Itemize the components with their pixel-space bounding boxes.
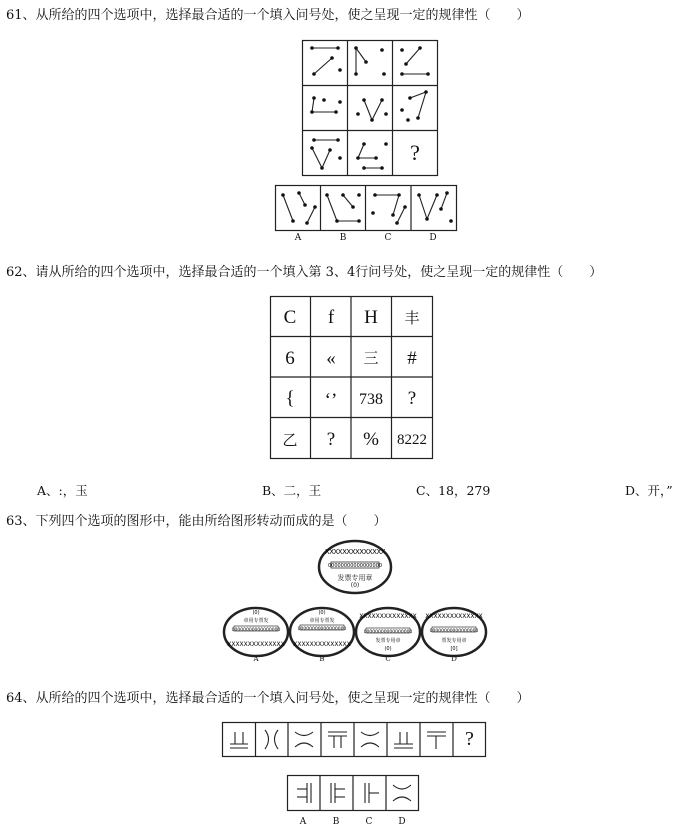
q62-cell-r4c4: 8222 <box>397 432 427 448</box>
svg-text:00000000000000000: 00000000000000000 <box>363 630 413 635</box>
q63-title: 63、下列四个选项的图形中，能由所给图形转动而成的是（ ） <box>6 514 387 529</box>
q62-cell-r3c4: ? <box>407 388 417 409</box>
svg-text:章用专票发: 章用专票发 <box>243 618 269 624</box>
q62-option-b: B、二，王 <box>262 483 322 498</box>
q62-symbol-grid <box>270 296 433 459</box>
q62-cell-r3c1: { <box>285 388 295 409</box>
q63-option-a-label: A <box>253 655 259 663</box>
q62-cell-r1c1: C <box>283 307 297 328</box>
q62-cell-r4c2: ? <box>326 429 336 450</box>
q63-option-b-label: B <box>319 655 325 663</box>
q62-option-c: C、18，279 <box>416 483 491 498</box>
q62-title: 62、请从所给的四个选项中，选择最合适的一个填入第 3、4行问号处，使之呈现一定的规律性（ ） <box>6 265 603 280</box>
q64-options-row <box>287 775 419 811</box>
q63-option-c-label: C <box>385 655 391 663</box>
q62-cell-r1c2: f <box>327 307 335 328</box>
q64-title: 64、从所给的四个选项中，选择最合适的一个填入问号处，使之呈现一定的规律性（ ） <box>6 691 530 706</box>
q62-cell-r2c3: 三 <box>363 349 379 367</box>
svg-text:XXXXXXXXXXXXXX: XXXXXXXXXXXXXX <box>425 613 483 620</box>
q64-option-d-label: D <box>398 817 406 827</box>
q64-option-a-label: A <box>299 817 307 827</box>
q61-option-d-label: D <box>429 233 437 243</box>
svg-text:00000000000000000: 00000000000000000 <box>327 563 383 569</box>
q61-question-mark: ? <box>410 140 420 165</box>
q62-option-a: A、:，玉 <box>37 483 88 498</box>
q62-cell-r3c2: ‘’ <box>324 390 338 411</box>
q61-option-a-label: A <box>294 233 302 243</box>
svg-text:票发专用章: 票发专用章 <box>441 638 467 644</box>
svg-text:(0): (0) <box>318 610 326 616</box>
q63-stamp-code: (0) <box>350 582 360 589</box>
q62-option-d: D、开，” <box>625 483 673 498</box>
q64-question-mark: ? <box>465 728 474 750</box>
q62-cell-r3c3: 738 <box>359 391 383 408</box>
q61-option-c-label: C <box>384 233 392 243</box>
q61-option-b-label: B <box>339 233 347 243</box>
svg-text:00000000000000000: 00000000000000000 <box>429 629 479 634</box>
q62-cell-r4c3: % <box>363 429 379 450</box>
q63-stamp-text: 发票专用章 <box>337 574 373 582</box>
q62-cell-r1c3: H <box>364 307 378 328</box>
q61-options-figure <box>275 185 457 231</box>
q64-option-c-label: C <box>365 817 373 827</box>
svg-text:[0]: [0] <box>450 646 458 652</box>
svg-text:XXXXXXXXXXXXXX: XXXXXXXXXXXXXX <box>359 613 417 620</box>
svg-text:00000000000000000: 00000000000000000 <box>297 627 347 632</box>
q62-cell-r2c2: « <box>326 348 336 369</box>
q63-option-d-label: D <box>451 655 457 663</box>
q64-sequence-row <box>222 722 486 757</box>
svg-text:XXXXXXXXXXXXXX: XXXXXXXXXXXXXX <box>227 641 285 648</box>
q61-title: 61、从所给的四个选项中，选择最合适的一个填入问号处，使之呈现一定的规律性（ ） <box>6 8 530 23</box>
q62-cell-r1c4: 丰 <box>404 309 420 327</box>
q62-cell-r4c1: 乙 <box>282 431 298 449</box>
q62-cell-r2c1: 6 <box>285 348 295 369</box>
q64-option-b-label: B <box>332 817 340 827</box>
svg-text:章用专票发: 章用专票发 <box>309 618 335 624</box>
svg-text:00000000000000000: 00000000000000000 <box>231 628 281 633</box>
q62-cell-r2c4: # <box>407 348 417 369</box>
svg-text:XXXXXXXXXXXXXX: XXXXXXXXXXXXXX <box>324 548 386 556</box>
svg-text:XXXXXXXXXXXXXX: XXXXXXXXXXXXXX <box>293 641 351 648</box>
svg-text:(0): (0) <box>252 610 260 616</box>
svg-text:发票专用章: 发票专用章 <box>375 638 401 644</box>
svg-text:(0): (0) <box>384 646 392 652</box>
